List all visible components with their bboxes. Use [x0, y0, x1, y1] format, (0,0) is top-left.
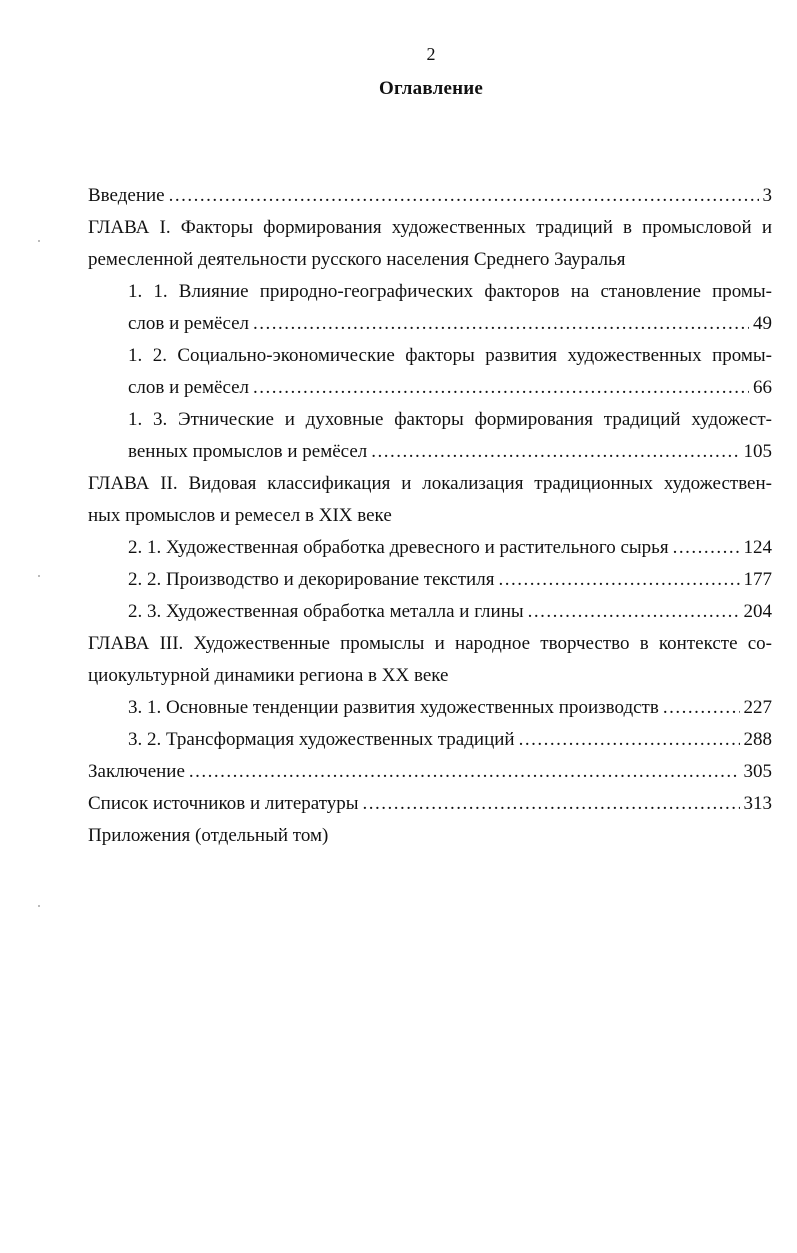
toc-entry[interactable]: [88, 727, 772, 759]
toc-chapter-heading-cont[interactable]: ремесленной деятельности русского населения Среднего Зауралья: [88, 249, 626, 270]
toc-entry-text: 2. 3. Художественная обработка металла и глины: [128, 601, 524, 622]
toc-entry-text: венных промыслов и ремёсел: [128, 441, 368, 462]
dot-leader: [528, 599, 740, 625]
dot-leader: [519, 727, 740, 753]
dot-leader: [673, 535, 740, 561]
toc-entry-appendix[interactable]: Приложения (отдельный том): [88, 825, 329, 846]
toc-entry-text: Введение: [88, 185, 165, 206]
toc-page-number: 227: [743, 697, 772, 718]
toc-entry[interactable]: [88, 695, 772, 727]
dot-leader: [189, 759, 740, 785]
toc-page-number: 288: [743, 729, 772, 750]
toc-page-number: 3: [762, 185, 772, 206]
toc-entry[interactable]: [88, 599, 772, 631]
toc-page-number: 124: [743, 537, 772, 558]
toc-page-number: 313: [743, 793, 772, 814]
toc-entry-sources[interactable]: [88, 791, 772, 823]
toc-entry-text: 2. 1. Художественная обработка древесного и растительного сырья: [128, 537, 669, 558]
toc-entry[interactable]: [88, 375, 772, 407]
toc-chapter-heading-cont[interactable]: циокультурной динамики региона в XX веке: [88, 665, 449, 686]
dot-leader: [253, 311, 749, 337]
toc-chapter-heading[interactable]: ГЛАВА II. Видовая классификация и локализация традиционных художествен-: [88, 473, 772, 494]
toc-entry-text: 3. 1. Основные тенденции развития художественных производств: [128, 697, 659, 718]
toc-page-number: 204: [743, 601, 772, 622]
margin-mark: [38, 575, 40, 577]
toc-entry-text: слов и ремёсел: [128, 377, 250, 398]
toc-entry-text: 2. 2. Производство и декорирование текстиля: [128, 569, 495, 590]
toc-section-heading[interactable]: 1. 2. Социально-экономические факторы развития художественных промы-: [128, 345, 772, 366]
page-number: 2: [426, 44, 436, 64]
toc-page-number: 177: [743, 569, 772, 590]
toc-entry-text: Список источников и литературы: [88, 793, 359, 814]
toc-chapter-heading-cont[interactable]: ных промыслов и ремесел в XIX веке: [88, 505, 392, 526]
dot-leader: [253, 375, 749, 401]
toc-entry[interactable]: [88, 535, 772, 567]
dot-leader: [363, 791, 740, 817]
dot-leader: [498, 567, 739, 593]
toc-entry-text: Заключение: [88, 761, 185, 782]
dot-leader: [371, 439, 739, 465]
page-title: Оглавление: [378, 78, 484, 99]
toc-entry[interactable]: [88, 567, 772, 599]
margin-mark: [38, 240, 40, 242]
toc-entry-text: 3. 2. Трансформация художественных традиций: [128, 729, 515, 750]
toc-page-number: 49: [753, 313, 772, 334]
table-of-contents: [88, 183, 772, 855]
margin-mark: [38, 905, 40, 907]
toc-page-number: 66: [753, 377, 772, 398]
toc-chapter-heading[interactable]: ГЛАВА I. Факторы формирования художественных традиций в промысловой и: [88, 217, 772, 238]
toc-entry[interactable]: [88, 439, 772, 471]
toc-chapter-heading[interactable]: ГЛАВА III. Художественные промыслы и народное творчество в контексте со-: [88, 633, 772, 654]
toc-entry-intro[interactable]: [88, 183, 772, 215]
toc-section-heading[interactable]: 1. 1. Влияние природно-географических факторов на становление промы-: [128, 281, 772, 302]
toc-page-number: 305: [743, 761, 772, 782]
dot-leader: [663, 695, 740, 721]
toc-entry-conclusion[interactable]: [88, 759, 772, 791]
toc-entry-text: слов и ремёсел: [128, 313, 250, 334]
toc-entry[interactable]: [88, 311, 772, 343]
toc-section-heading[interactable]: 1. 3. Этнические и духовные факторы формирования традиций художест-: [128, 409, 772, 430]
dot-leader: [169, 183, 759, 209]
toc-page-number: 105: [743, 441, 772, 462]
